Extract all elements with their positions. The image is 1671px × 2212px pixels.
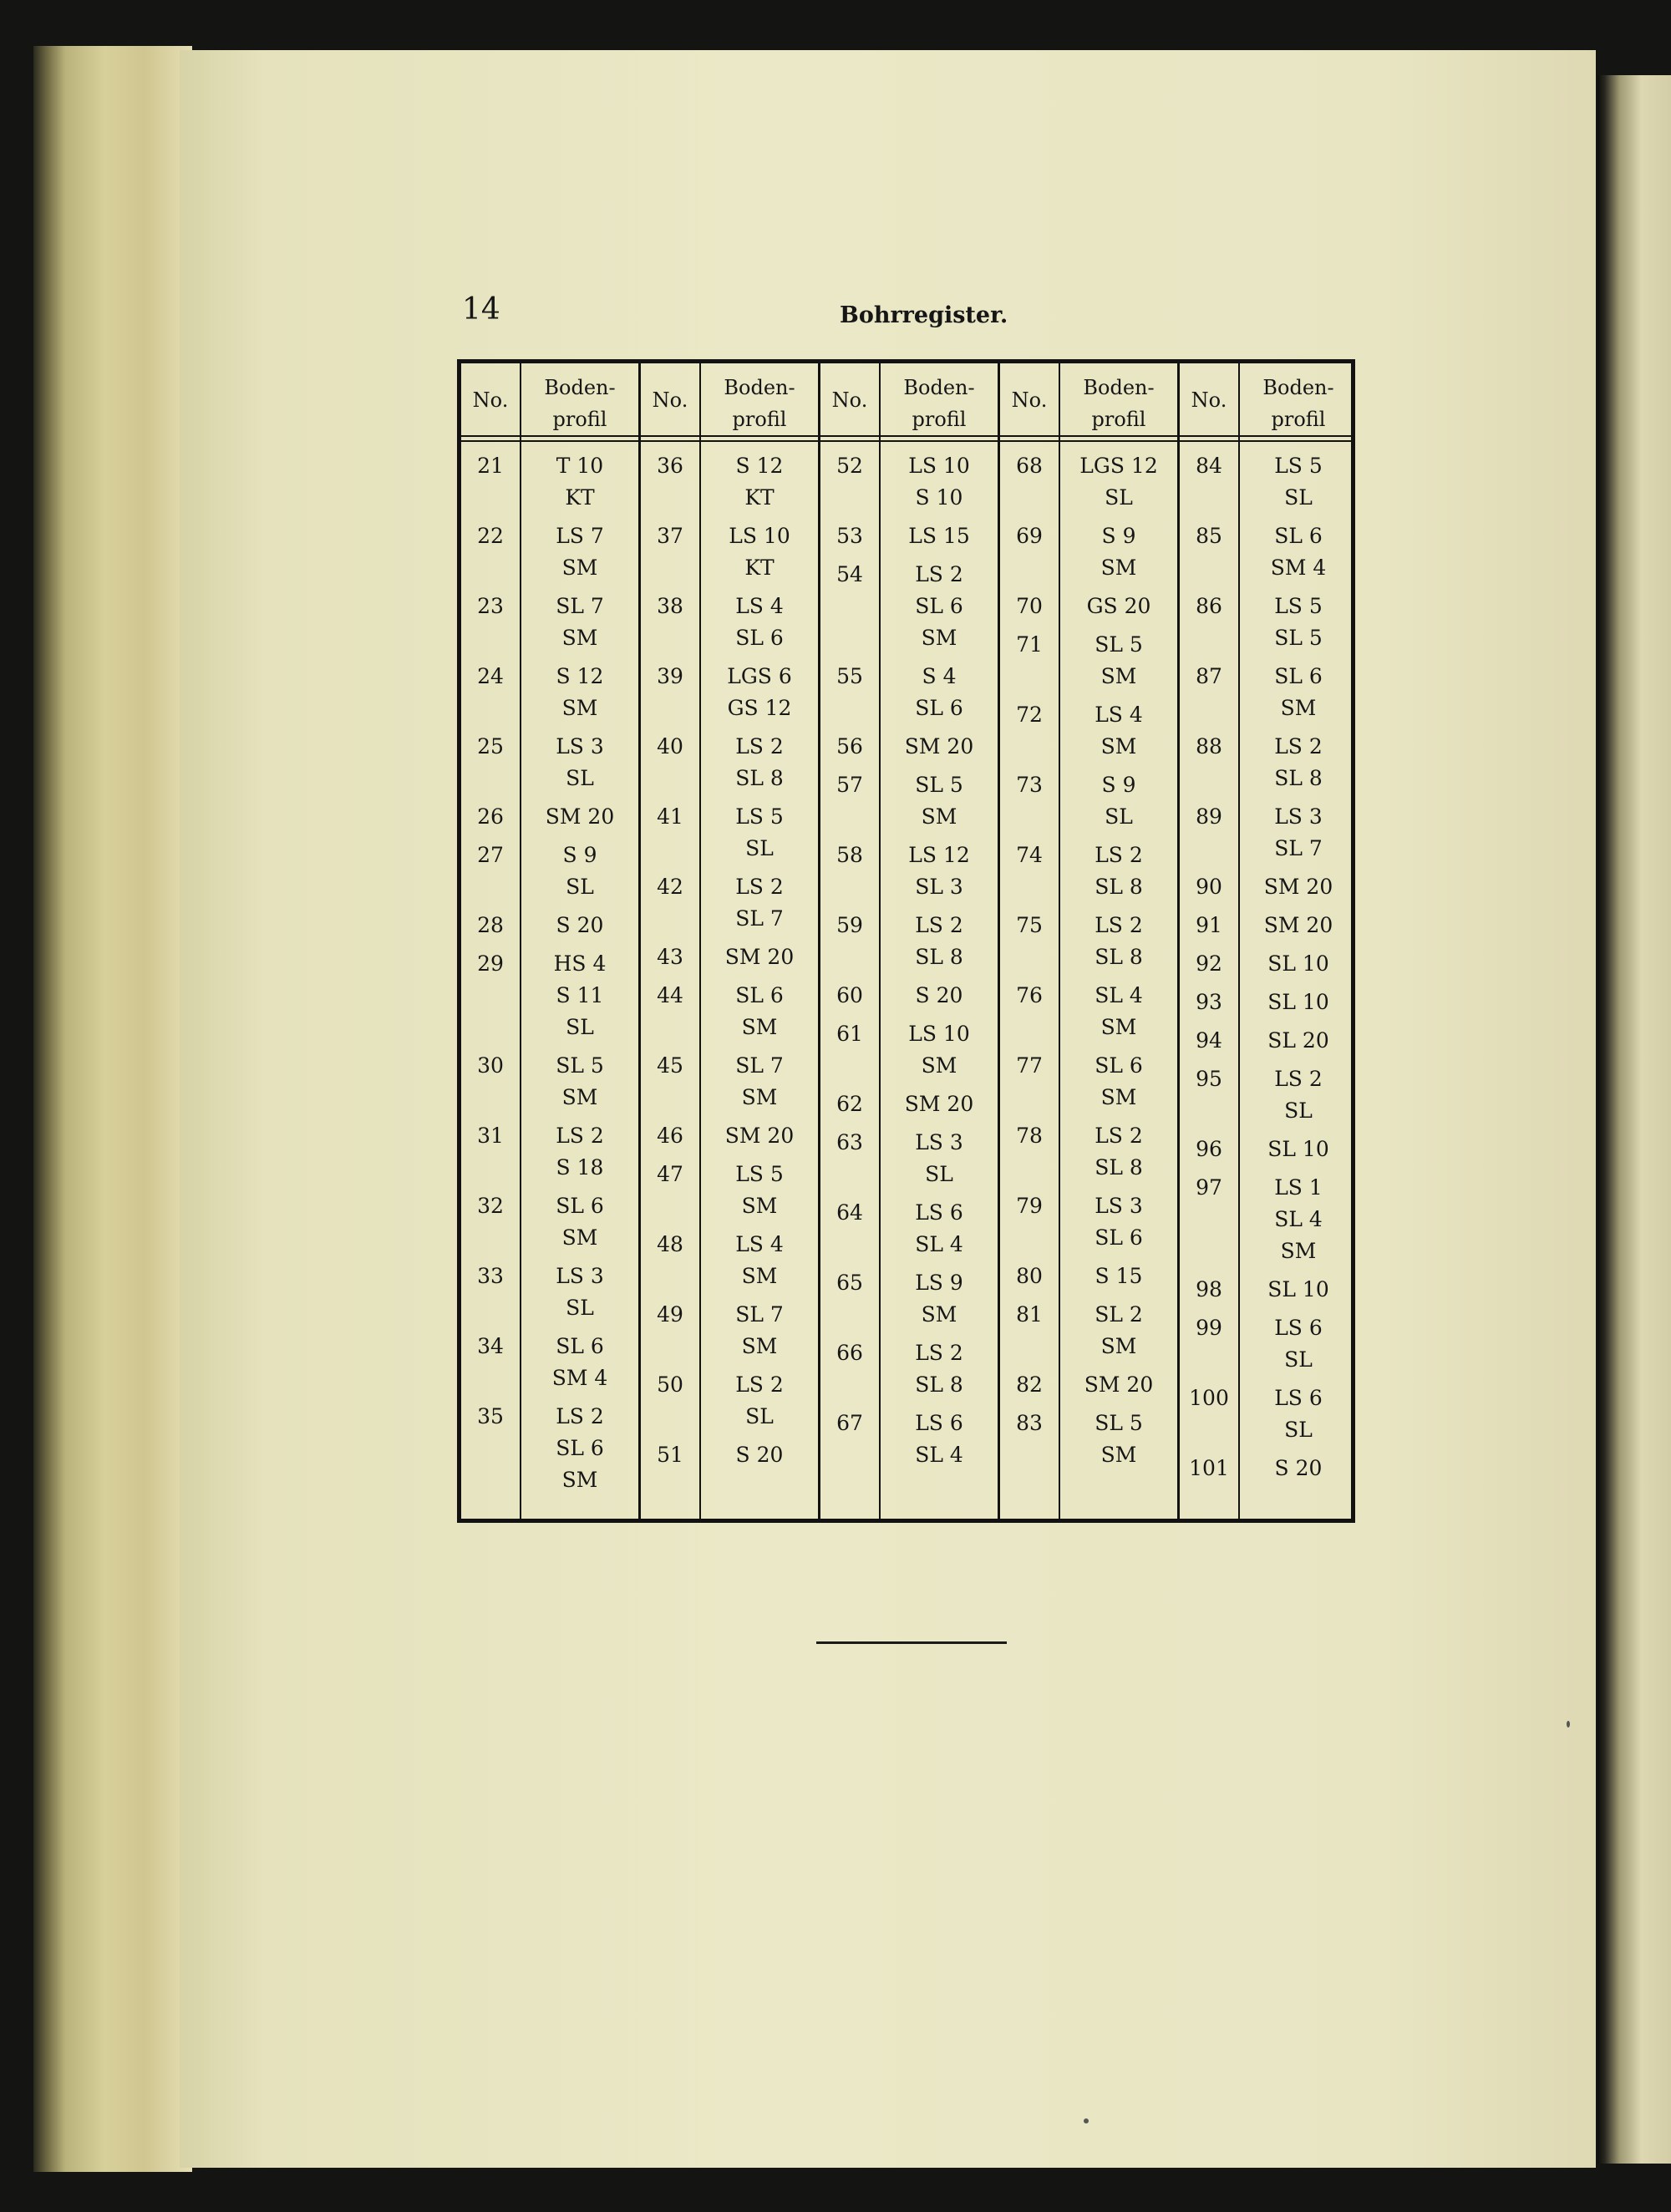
profile-layer: SL — [566, 1296, 594, 1320]
entry-number: 44 — [657, 983, 683, 1007]
profile-layer: SL 4 — [1274, 1207, 1323, 1231]
entry-number: 73 — [1016, 773, 1043, 797]
profile-layer: SL — [566, 1015, 594, 1039]
entry-number: 51 — [657, 1443, 683, 1467]
entry-number: 59 — [836, 913, 863, 937]
profile-layer: SM — [1100, 664, 1137, 688]
profile-layer: SM — [741, 1264, 778, 1288]
entry-number: 26 — [477, 804, 504, 829]
entry-number: 72 — [1016, 703, 1043, 727]
entry-number: 94 — [1196, 1028, 1222, 1053]
profile-layer: SM 20 — [724, 1124, 795, 1148]
entry-number: 90 — [1196, 875, 1222, 899]
profile-layer: SL 5 — [1095, 1411, 1143, 1435]
table-column-group — [638, 363, 818, 1519]
profile-layer: SL 6 — [1095, 1053, 1143, 1078]
profile-layer: LS 6 — [1274, 1316, 1323, 1340]
table-column-group — [461, 363, 638, 1519]
profile-layer: S 20 — [1274, 1456, 1323, 1480]
separator-rule — [816, 1641, 1007, 1644]
profile-layer: KT — [744, 485, 775, 510]
entry-number: 53 — [836, 524, 863, 548]
entry-number: 31 — [477, 1124, 504, 1148]
entry-number: 83 — [1016, 1411, 1043, 1435]
profile-layer: SL 5 — [556, 1053, 604, 1078]
entry-number: 25 — [477, 734, 504, 758]
profile-layer: S 10 — [915, 485, 963, 510]
profile-layer: SL 10 — [1267, 990, 1329, 1014]
profile-layer: SM — [561, 1085, 598, 1109]
entry-number: 66 — [836, 1341, 863, 1365]
profile-layer: LS 4 — [735, 594, 784, 618]
header-profile: Boden- profil — [1083, 376, 1155, 431]
entry-number: 54 — [836, 562, 863, 586]
profile-layer: SM — [561, 1225, 598, 1250]
profile-layer: SM — [1100, 1085, 1137, 1109]
profile-layer: SL 7 — [1274, 836, 1323, 860]
entry-number: 81 — [1016, 1302, 1043, 1327]
profile-column — [701, 363, 818, 1519]
entry-number: 28 — [477, 913, 504, 937]
profile-layer: SL 4 — [1095, 983, 1143, 1007]
profile-layer: SL 6 — [735, 626, 784, 650]
profile-layer: LS 6 — [1274, 1386, 1323, 1410]
entry-number: 43 — [657, 945, 683, 969]
entry-number: 34 — [477, 1334, 504, 1358]
profile-layer: S 9 — [1101, 524, 1136, 548]
profile-layer: SM — [561, 696, 598, 720]
profile-layer: S 9 — [1101, 773, 1136, 797]
profile-layer: LS 6 — [915, 1200, 963, 1225]
entry-number: 86 — [1196, 594, 1222, 618]
profile-layer: SM — [921, 804, 957, 829]
profile-layer: SL — [1284, 485, 1313, 510]
profile-layer: SL 5 — [915, 773, 963, 797]
profile-layer: LS 3 — [556, 1264, 604, 1288]
profile-layer: SL 6 — [1274, 524, 1323, 548]
entry-number: 29 — [477, 951, 504, 976]
entry-number: 75 — [1016, 913, 1043, 937]
profile-layer: SL 10 — [1267, 951, 1329, 976]
borehole-table — [457, 359, 1355, 1523]
profile-layer: SM — [561, 556, 598, 580]
entry-number: 22 — [477, 524, 504, 548]
profile-layer: SM — [921, 1302, 957, 1327]
profile-layer: LS 2 — [1095, 843, 1143, 867]
profile-layer: SM 4 — [1270, 556, 1327, 580]
entry-number: 39 — [657, 664, 683, 688]
entry-number: 37 — [657, 524, 683, 548]
profile-layer: LS 2 — [735, 875, 784, 899]
profile-layer: SL — [745, 1404, 774, 1428]
profile-layer: LS 12 — [908, 843, 970, 867]
profile-layer: LS 7 — [556, 524, 604, 548]
profile-layer: SL 8 — [1274, 766, 1323, 790]
profile-layer: S 15 — [1095, 1264, 1143, 1288]
profile-layer: SM 20 — [1263, 913, 1333, 937]
profile-layer: SM — [741, 1015, 778, 1039]
profile-layer: LS 10 — [729, 524, 790, 548]
profile-layer: SL 6 — [556, 1194, 604, 1218]
header-no: No. — [472, 388, 509, 412]
profile-layer: SM — [1280, 696, 1317, 720]
page-number: 14 — [462, 292, 500, 327]
profile-layer: SL 6 — [915, 696, 963, 720]
entry-number: 45 — [657, 1053, 683, 1078]
profile-layer: SM — [1280, 1239, 1317, 1263]
profile-layer: SM — [741, 1085, 778, 1109]
profile-layer: SM — [1100, 734, 1137, 758]
profile-layer: SL 7 — [735, 1302, 784, 1327]
profile-layer: SL 6 — [556, 1334, 604, 1358]
entry-number: 98 — [1196, 1277, 1222, 1301]
profile-layer: LS 10 — [908, 454, 970, 478]
entry-number: 64 — [836, 1200, 863, 1225]
header-no: No. — [652, 388, 688, 412]
profile-layer: LS 4 — [1095, 703, 1143, 727]
entry-number: 71 — [1016, 632, 1043, 657]
header-no: No. — [1011, 388, 1048, 412]
entry-number: 50 — [657, 1372, 683, 1397]
profile-column — [881, 363, 998, 1519]
profile-layer: HS 4 — [553, 951, 607, 976]
header-profile: Boden- profil — [724, 376, 795, 431]
profile-layer: SM 20 — [904, 1092, 974, 1116]
profile-layer: S 18 — [556, 1155, 604, 1180]
entry-number: 101 — [1189, 1456, 1229, 1480]
entry-number: 38 — [657, 594, 683, 618]
profile-layer: SM — [921, 1053, 957, 1078]
entry-number: 97 — [1196, 1175, 1222, 1200]
entry-number: 46 — [657, 1124, 683, 1148]
header-profile: Boden- profil — [903, 376, 975, 431]
entry-number: 79 — [1016, 1194, 1043, 1218]
entry-number: 93 — [1196, 990, 1222, 1014]
profile-layer: LS 2 — [556, 1404, 604, 1428]
profile-layer: SM 20 — [545, 804, 615, 829]
entry-number: 91 — [1196, 913, 1222, 937]
entry-number: 42 — [657, 875, 683, 899]
header-no: No. — [1191, 388, 1227, 412]
entry-number: 62 — [836, 1092, 863, 1116]
profile-layer: SM 20 — [1084, 1372, 1154, 1397]
entry-number: 89 — [1196, 804, 1222, 829]
profile-layer: SL 4 — [915, 1232, 963, 1256]
profile-layer: LS 3 — [915, 1130, 963, 1154]
profile-layer: SL 6 — [735, 983, 784, 1007]
table-column-group — [998, 363, 1177, 1519]
entry-number: 61 — [836, 1022, 863, 1046]
profile-layer: SL 10 — [1267, 1277, 1329, 1301]
entry-number: 48 — [657, 1232, 683, 1256]
profile-layer: LS 5 — [1274, 454, 1323, 478]
profile-column — [521, 363, 638, 1519]
entry-number: 78 — [1016, 1124, 1043, 1148]
profile-layer: LS 2 — [915, 562, 963, 586]
entry-number: 87 — [1196, 664, 1222, 688]
profile-layer: SL — [1284, 1418, 1313, 1442]
profile-layer: SL 6 — [1274, 664, 1323, 688]
no-column — [1180, 363, 1240, 1519]
profile-layer: SL — [1105, 804, 1133, 829]
entry-number: 65 — [836, 1271, 863, 1295]
profile-layer: LS 9 — [915, 1271, 963, 1295]
entry-number: 33 — [477, 1264, 504, 1288]
profile-layer: S 9 — [562, 843, 597, 867]
entry-number: 40 — [657, 734, 683, 758]
entry-number: 41 — [657, 804, 683, 829]
profile-layer: SL 5 — [1095, 632, 1143, 657]
profile-layer: SL 8 — [1095, 1155, 1143, 1180]
profile-layer: LS 2 — [1274, 734, 1323, 758]
profile-layer: SL 6 — [1095, 1225, 1143, 1250]
entry-number: 96 — [1196, 1137, 1222, 1161]
entry-number: 30 — [477, 1053, 504, 1078]
profile-layer: SL 8 — [735, 766, 784, 790]
table-column-group — [818, 363, 998, 1519]
profile-layer: SM 4 — [551, 1366, 608, 1390]
entry-number: 69 — [1016, 524, 1043, 548]
profile-layer: LS 1 — [1274, 1175, 1323, 1200]
profile-layer: LS 2 — [735, 734, 784, 758]
profile-layer: SM — [561, 1468, 598, 1492]
profile-layer: S 20 — [915, 983, 963, 1007]
entry-number: 80 — [1016, 1264, 1043, 1288]
profile-layer: LS 5 — [735, 804, 784, 829]
profile-layer: LS 5 — [735, 1162, 784, 1186]
profile-layer: SM 20 — [904, 734, 974, 758]
entry-number: 21 — [477, 454, 504, 478]
profile-layer: SL 8 — [915, 945, 963, 969]
profile-layer: S 12 — [556, 664, 604, 688]
entry-number: 92 — [1196, 951, 1222, 976]
profile-layer: S 11 — [556, 983, 604, 1007]
profile-layer: SL — [745, 836, 774, 860]
profile-layer: GS 12 — [727, 696, 792, 720]
profile-layer: S 12 — [735, 454, 784, 478]
profile-layer: LS 15 — [908, 524, 970, 548]
entry-number: 70 — [1016, 594, 1043, 618]
profile-layer: SL 7 — [735, 906, 784, 931]
entry-number: 63 — [836, 1130, 863, 1154]
entry-number: 49 — [657, 1302, 683, 1327]
profile-layer: SM — [741, 1334, 778, 1358]
profile-layer: SL — [566, 875, 594, 899]
running-head: Bohrregister. — [840, 302, 1008, 328]
speck — [1567, 1721, 1570, 1727]
book-edge-right — [1597, 75, 1671, 2164]
profile-layer: SL 7 — [556, 594, 604, 618]
entry-number: 76 — [1016, 983, 1043, 1007]
profile-layer: SL 4 — [915, 1443, 963, 1467]
profile-column — [1060, 363, 1177, 1519]
speck — [1084, 2118, 1089, 2123]
entry-number: 60 — [836, 983, 863, 1007]
profile-layer: SM 20 — [724, 945, 795, 969]
profile-layer: LS 2 — [1274, 1067, 1323, 1091]
profile-layer: SL — [1284, 1347, 1313, 1372]
entry-number: 24 — [477, 664, 504, 688]
profile-layer: SM — [561, 626, 598, 650]
book-edge-left — [33, 46, 192, 2172]
profile-layer: LS 6 — [915, 1411, 963, 1435]
entry-number: 35 — [477, 1404, 504, 1428]
profile-column — [1240, 363, 1357, 1519]
profile-layer: LS 2 — [1095, 913, 1143, 937]
no-column — [641, 363, 701, 1519]
profile-layer: LS 3 — [1274, 804, 1323, 829]
header-no: No. — [831, 388, 868, 412]
profile-layer: KT — [565, 485, 595, 510]
profile-layer: T 10 — [556, 454, 604, 478]
profile-layer: LS 3 — [1095, 1194, 1143, 1218]
profile-layer: SL — [566, 766, 594, 790]
profile-layer: LS 2 — [735, 1372, 784, 1397]
header-profile: Boden- profil — [1262, 376, 1334, 431]
profile-layer: SL 6 — [915, 594, 963, 618]
profile-layer: SM — [1100, 556, 1137, 580]
entry-number: 47 — [657, 1162, 683, 1186]
profile-layer: SM — [1100, 1015, 1137, 1039]
profile-layer: LS 2 — [1095, 1124, 1143, 1148]
entry-number: 100 — [1189, 1386, 1229, 1410]
profile-layer: LS 4 — [735, 1232, 784, 1256]
entry-number: 52 — [836, 454, 863, 478]
entry-number: 74 — [1016, 843, 1043, 867]
profile-layer: S 20 — [735, 1443, 784, 1467]
entry-number: 56 — [836, 734, 863, 758]
profile-layer: KT — [744, 556, 775, 580]
profile-layer: SL — [925, 1162, 953, 1186]
entry-number: 68 — [1016, 454, 1043, 478]
entry-number: 84 — [1196, 454, 1222, 478]
no-column — [820, 363, 881, 1519]
table-column-group — [1177, 363, 1357, 1519]
profile-layer: SL 7 — [735, 1053, 784, 1078]
entry-number: 55 — [836, 664, 863, 688]
profile-layer: SL — [1105, 485, 1133, 510]
entry-number: 36 — [657, 454, 683, 478]
profile-layer: SL 10 — [1267, 1137, 1329, 1161]
profile-layer: SL — [1284, 1098, 1313, 1123]
profile-layer: S 4 — [922, 664, 957, 688]
entry-number: 23 — [477, 594, 504, 618]
profile-layer: LGS 6 — [727, 664, 792, 688]
profile-layer: LS 10 — [908, 1022, 970, 1046]
entry-number: 95 — [1196, 1067, 1222, 1091]
profile-layer: GS 20 — [1086, 594, 1151, 618]
profile-layer: LS 5 — [1274, 594, 1323, 618]
profile-layer: SL 3 — [915, 875, 963, 899]
entry-number: 77 — [1016, 1053, 1043, 1078]
no-column — [1000, 363, 1060, 1519]
profile-layer: SM — [1100, 1334, 1137, 1358]
entry-number: 32 — [477, 1194, 504, 1218]
profile-layer: SM — [921, 626, 957, 650]
profile-layer: LS 2 — [915, 913, 963, 937]
entry-number: 99 — [1196, 1316, 1222, 1340]
profile-layer: SL 6 — [556, 1436, 604, 1460]
profile-layer: SL 8 — [915, 1372, 963, 1397]
profile-layer: LGS 12 — [1079, 454, 1158, 478]
profile-layer: SM — [741, 1194, 778, 1218]
profile-layer: LS 3 — [556, 734, 604, 758]
entry-number: 27 — [477, 843, 504, 867]
profile-layer: LS 2 — [915, 1341, 963, 1365]
entry-number: 85 — [1196, 524, 1222, 548]
entry-number: 88 — [1196, 734, 1222, 758]
entry-number: 58 — [836, 843, 863, 867]
profile-layer: SM — [1100, 1443, 1137, 1467]
profile-layer: SL 20 — [1267, 1028, 1329, 1053]
profile-layer: SL 2 — [1095, 1302, 1143, 1327]
profile-layer: SL 8 — [1095, 945, 1143, 969]
profile-layer: SL 8 — [1095, 875, 1143, 899]
profile-layer: S 20 — [556, 913, 604, 937]
entry-number: 57 — [836, 773, 863, 797]
profile-layer: SL 5 — [1274, 626, 1323, 650]
profile-layer: SM 20 — [1263, 875, 1333, 899]
profile-layer: LS 2 — [556, 1124, 604, 1148]
header-profile: Boden- profil — [544, 376, 616, 431]
no-column — [461, 363, 521, 1519]
entry-number: 82 — [1016, 1372, 1043, 1397]
entry-number: 67 — [836, 1411, 863, 1435]
